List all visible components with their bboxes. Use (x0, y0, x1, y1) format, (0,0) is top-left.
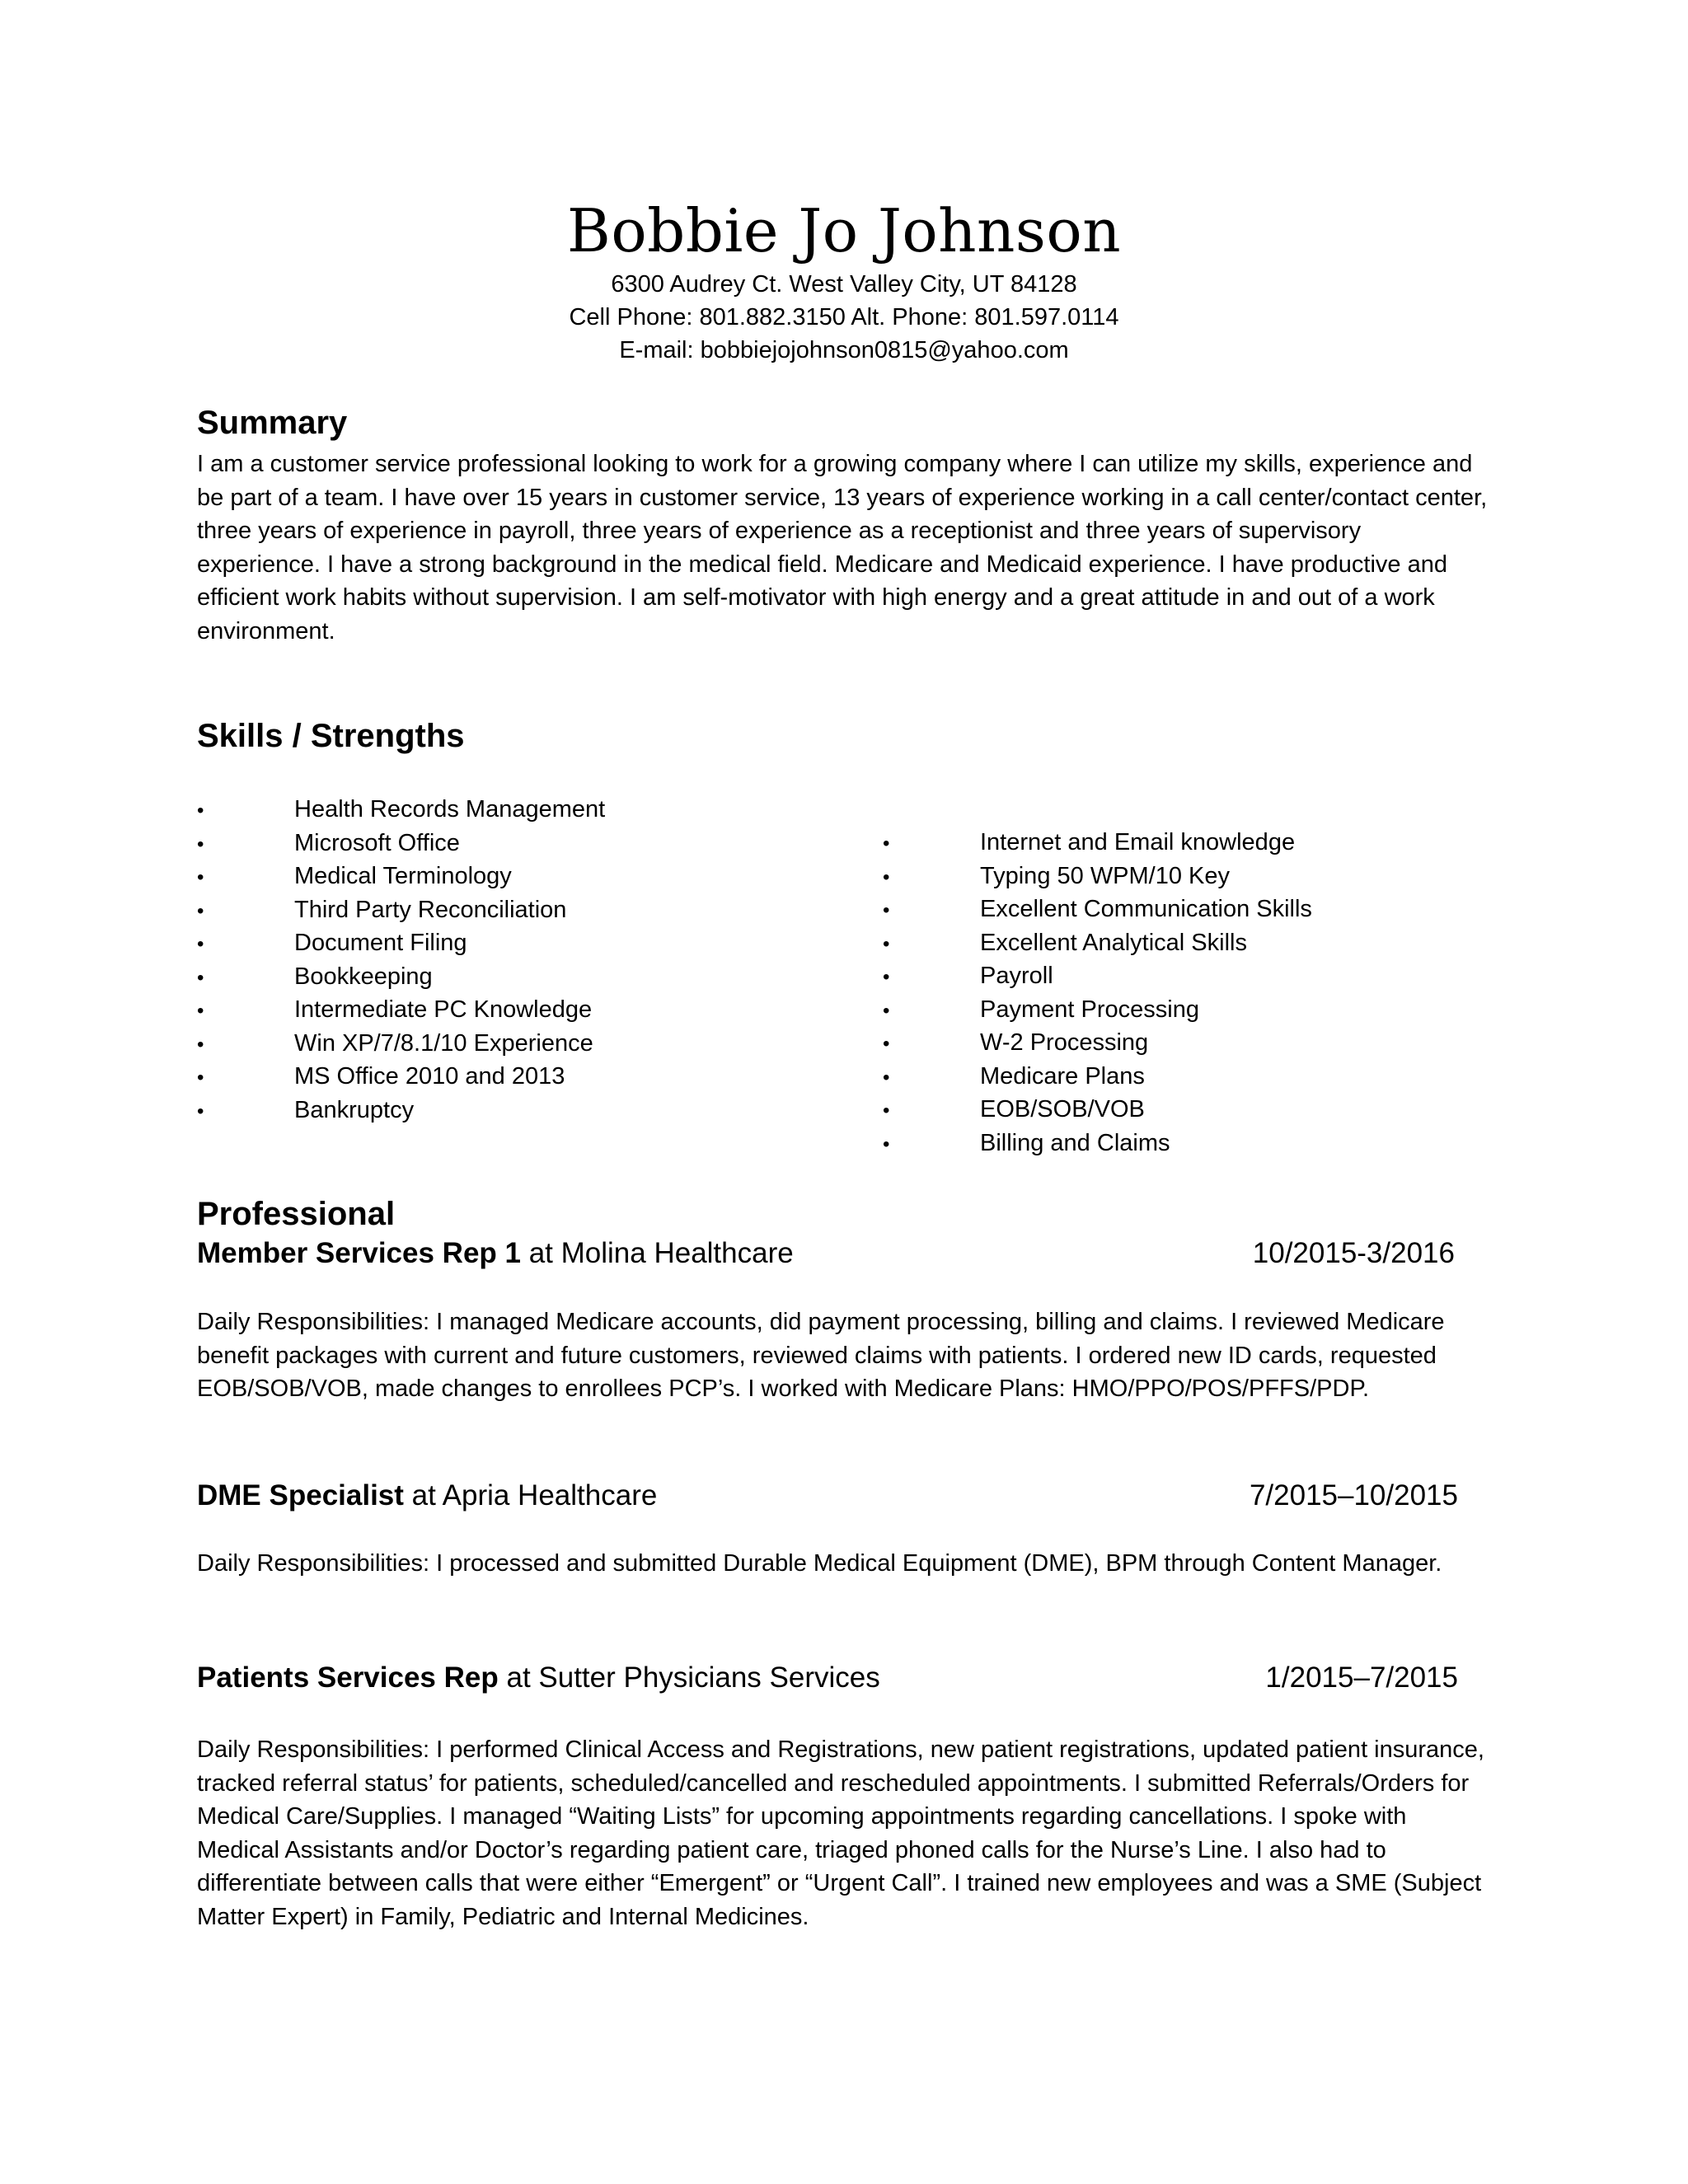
candidate-name: Bobbie Jo Johnson (566, 196, 1122, 265)
professional-heading: Professional (197, 1196, 396, 1232)
email-address: E-mail: bobbiejojohnson0815@yahoo.com (619, 337, 1069, 363)
bullet-icon: • (197, 1066, 204, 1089)
job-header-sutter (197, 1659, 1458, 1697)
skill-item (197, 893, 605, 927)
skill-label: Bookkeeping (294, 963, 433, 990)
bullet-icon: • (883, 1132, 890, 1155)
bullet-icon: • (883, 832, 890, 855)
skill-label: Payment Processing (980, 996, 1199, 1023)
job-company: at Molina Healthcare (520, 1237, 794, 1269)
job-dates: 1/2015–7/2015 (1265, 1661, 1458, 1694)
skill-label: Excellent Analytical Skills (980, 929, 1247, 956)
bullet-icon: • (197, 966, 204, 989)
job-role: DME Specialist (197, 1479, 404, 1511)
skill-label: MS Office 2010 and 2013 (294, 1063, 565, 1090)
skill-item (197, 960, 605, 994)
skill-label: Health Records Management (294, 796, 606, 823)
skill-label: Medicare Plans (980, 1062, 1145, 1090)
skill-label: Typing 50 WPM/10 Key (980, 862, 1231, 889)
skill-label: Excellent Communication Skills (980, 896, 1312, 922)
skill-item (197, 926, 605, 960)
bullet-icon: • (883, 1099, 890, 1122)
address: 6300 Audrey Ct. West Valley City, UT 84128 (611, 271, 1077, 298)
job-company: at Sutter Physicians Services (498, 1661, 880, 1694)
skill-label: EOB/SOB/VOB (980, 1096, 1145, 1122)
summary-text: I am a customer service professional looking to work for a growing company where I can utilize my skills, experience and be part of a team. I have over 15 years in customer service, 13 years of experience working in a call center/contact center, three years of experience in payroll, three years of experience as a receptionist and three years of supervisory experience. I have a strong background in the medical field. Medicare and Medicaid experience. I have productive and efficient work habits without supervision. I am self-motivator with high energy and a great attitude in and out of a work environment. (197, 451, 1488, 644)
skill-item (197, 827, 605, 860)
job-role: Patients Services Rep (197, 1661, 499, 1694)
bullet-icon: • (883, 1066, 890, 1089)
job-role: Member Services Rep 1 (197, 1237, 521, 1269)
skill-item (197, 860, 605, 893)
skill-label: Intermediate PC Knowledge (294, 996, 593, 1023)
bullet-icon: • (197, 832, 204, 855)
job-duties: Daily Responsibilities: I managed Medicare accounts, did payment processing, billing and claims. I reviewed Medicare benefit packages with current and future customers, reviewed claims with patients. I ordered new ID cards, requested EOB/SOB/VOB, made changes to enrollees PCP’s. I worked with Medicare Plans: HMO/PPO/POS/PFFS/PDP. (197, 1309, 1445, 1402)
bullet-icon: • (197, 899, 204, 922)
job-header-apria (197, 1477, 1458, 1515)
job-duties: Daily Responsibilities: I performed Clinical Access and Registrations, new patient registrations, updated patient insurance, tracked referral status’ for patients, scheduled/cancelled and rescheduled appointments. I submitted Referrals/Orders for Medical Care/Supplies. I managed “Waiting Lists” for upcoming appointments regarding cancellations. I spoke with Medical Assistants and/or Doctor’s regarding patient care, triaged phoned calls for the Nurse’s Line. I also had to differentiate between calls that were either “Emergent” or “Urgent Call”. I trained new employees and was a SME (Subject Matter Expert) in Family, Pediatric and Internal Medicines. (197, 1736, 1484, 1930)
skill-label: Billing and Claims (980, 1129, 1170, 1156)
skill-label: Payroll (980, 963, 1053, 989)
bullet-icon: • (197, 1033, 204, 1056)
skill-item (883, 826, 1312, 860)
skill-label: Bankruptcy (294, 1096, 415, 1123)
skill-item (883, 860, 1312, 893)
bullet-icon: • (197, 799, 204, 822)
bullet-icon: • (883, 999, 890, 1022)
job-header-molina (197, 1235, 1458, 1272)
skill-label: Win XP/7/8.1/10 Experience (294, 1029, 593, 1057)
skills-heading: Skills / Strengths (197, 718, 465, 754)
bullet-icon: • (197, 866, 204, 888)
skill-label: Third Party Reconciliation (294, 896, 567, 923)
skill-item (883, 1093, 1312, 1127)
skill-item (883, 926, 1312, 960)
skills-list-left (197, 793, 605, 1127)
job-dates: 10/2015-3/2016 (1252, 1237, 1455, 1269)
skill-item (883, 1127, 1312, 1160)
bullet-icon: • (883, 932, 890, 955)
skill-label: Medical Terminology (294, 863, 512, 889)
skill-item (197, 1027, 605, 1061)
skill-item (883, 1026, 1312, 1060)
bullet-icon: • (883, 899, 890, 921)
skills-list-right (883, 826, 1312, 1160)
bullet-icon: • (883, 966, 890, 988)
phone-numbers: Cell Phone: 801.882.3150 Alt. Phone: 801.597.0114 (569, 304, 1119, 330)
skill-item (883, 1060, 1312, 1094)
skill-item (197, 993, 605, 1027)
skill-item (197, 793, 605, 827)
skill-label: Internet and Email knowledge (980, 829, 1296, 855)
skill-label: Document Filing (294, 930, 467, 956)
skill-label: Microsoft Office (294, 829, 460, 856)
skill-item (883, 993, 1312, 1027)
bullet-icon: • (883, 865, 890, 888)
job-duties: Daily Responsibilities: I processed and submitted Durable Medical Equipment (DME), BPM through Content Manager. (197, 1550, 1442, 1577)
bullet-icon: • (197, 933, 204, 955)
skill-item (197, 1094, 605, 1127)
skill-item (883, 893, 1312, 926)
job-dates: 7/2015–10/2015 (1249, 1479, 1458, 1511)
bullet-icon: • (197, 1000, 204, 1022)
bullet-icon: • (197, 1099, 204, 1122)
bullet-icon: • (883, 1033, 890, 1055)
skill-item (197, 1060, 605, 1094)
skill-item (883, 959, 1312, 993)
job-company: at Apria Healthcare (403, 1479, 658, 1511)
summary-heading: Summary (197, 405, 348, 441)
skill-label: W-2 Processing (980, 1029, 1149, 1056)
